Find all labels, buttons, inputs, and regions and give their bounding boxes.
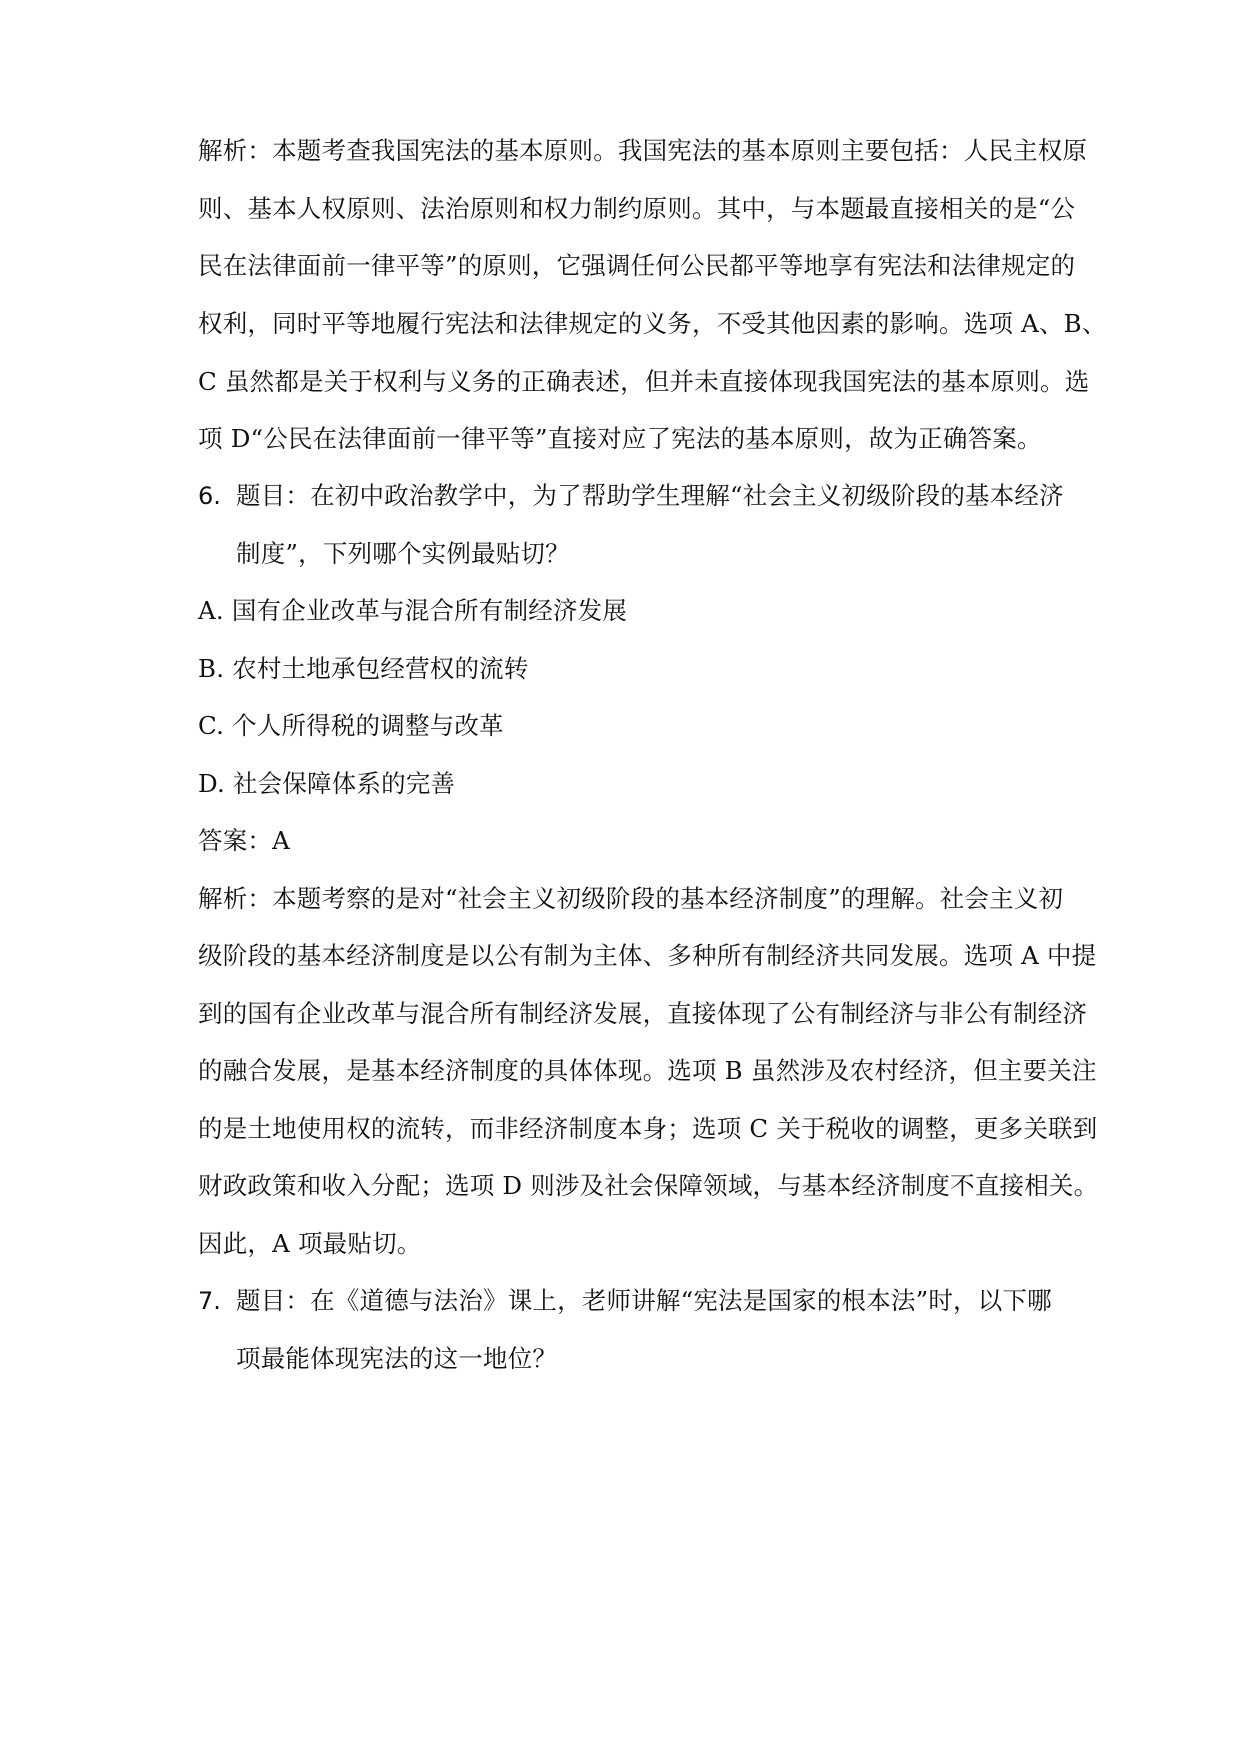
q6-option-c: C. 个人所得税的调整与改革 bbox=[198, 711, 504, 740]
q6-option-a: A. 国有企业改革与混合所有制经济发展 bbox=[198, 596, 628, 625]
q6-analysis-line: 级阶段的基本经济制度是以公有制为主体、多种所有制经济共同发展。选项 A 中提 bbox=[198, 941, 1097, 970]
q5-analysis-line: C 虽然都是关于权利与义务的正确表述，但并未直接体现我国宪法的基本原则。选 bbox=[198, 367, 1090, 396]
q6-analysis-line: 的是土地使用权的流转，而非经济制度本身；选项 C 关于税收的调整，更多关联到 bbox=[198, 1114, 1098, 1143]
q5-analysis-line: 权利，同时平等地履行宪法和法律规定的义务，不受其他因素的影响。选项 A、B、 bbox=[198, 309, 1107, 338]
q7-question-line: 题目：在《道德与法治》课上，老师讲解“宪法是国家的根本法”时，以下哪 bbox=[236, 1286, 1052, 1315]
q7-question-line: 项最能体现宪法的这一地位？ bbox=[236, 1344, 558, 1373]
q5-analysis-line: 民在法律面前一律平等”的原则，它强调任何公民都平等地享有宪法和法律规定的 bbox=[198, 251, 1076, 280]
q6-analysis-line: 到的国有企业改革与混合所有制经济发展，直接体现了公有制经济与非公有制经济 bbox=[198, 999, 1088, 1028]
q6-number: 6. bbox=[198, 482, 221, 510]
q7-number: 7. bbox=[198, 1287, 221, 1315]
q5-analysis-line: 则、基本人权原则、法治原则和权力制约原则。其中，与本题最直接相关的是“公 bbox=[198, 194, 1076, 223]
q5-analysis-line: 项 D“公民在法律面前一律平等”直接对应了宪法的基本原则，故为正确答案。 bbox=[198, 424, 1042, 453]
q6-analysis-line: 因此，A 项最贴切。 bbox=[198, 1229, 422, 1258]
q6-analysis-line: 财政政策和收入分配；选项 D 则涉及社会保障领域，与基本经济制度不直接相关。 bbox=[198, 1171, 1099, 1200]
q6-option-d: D. 社会保障体系的完善 bbox=[198, 769, 456, 798]
q6-analysis-line: 解析：本题考察的是对“社会主义初级阶段的基本经济制度”的理解。社会主义初 bbox=[198, 884, 1064, 913]
q6-option-b: B. 农村土地承包经营权的流转 bbox=[198, 654, 529, 683]
q6-analysis-line: 的融合发展，是基本经济制度的具体体现。选项 B 虽然涉及农村经济，但主要关注 bbox=[198, 1056, 1097, 1085]
q6-answer: 答案：A bbox=[198, 826, 290, 855]
q5-analysis-line: 解析：本题考查我国宪法的基本原则。我国宪法的基本原则主要包括：人民主权原 bbox=[198, 136, 1088, 165]
q6-question-line: 题目：在初中政治教学中，为了帮助学生理解“社会主义初级阶段的基本经济 bbox=[236, 481, 1064, 510]
q6-question-line: 制度”，下列哪个实例最贴切？ bbox=[236, 539, 570, 568]
